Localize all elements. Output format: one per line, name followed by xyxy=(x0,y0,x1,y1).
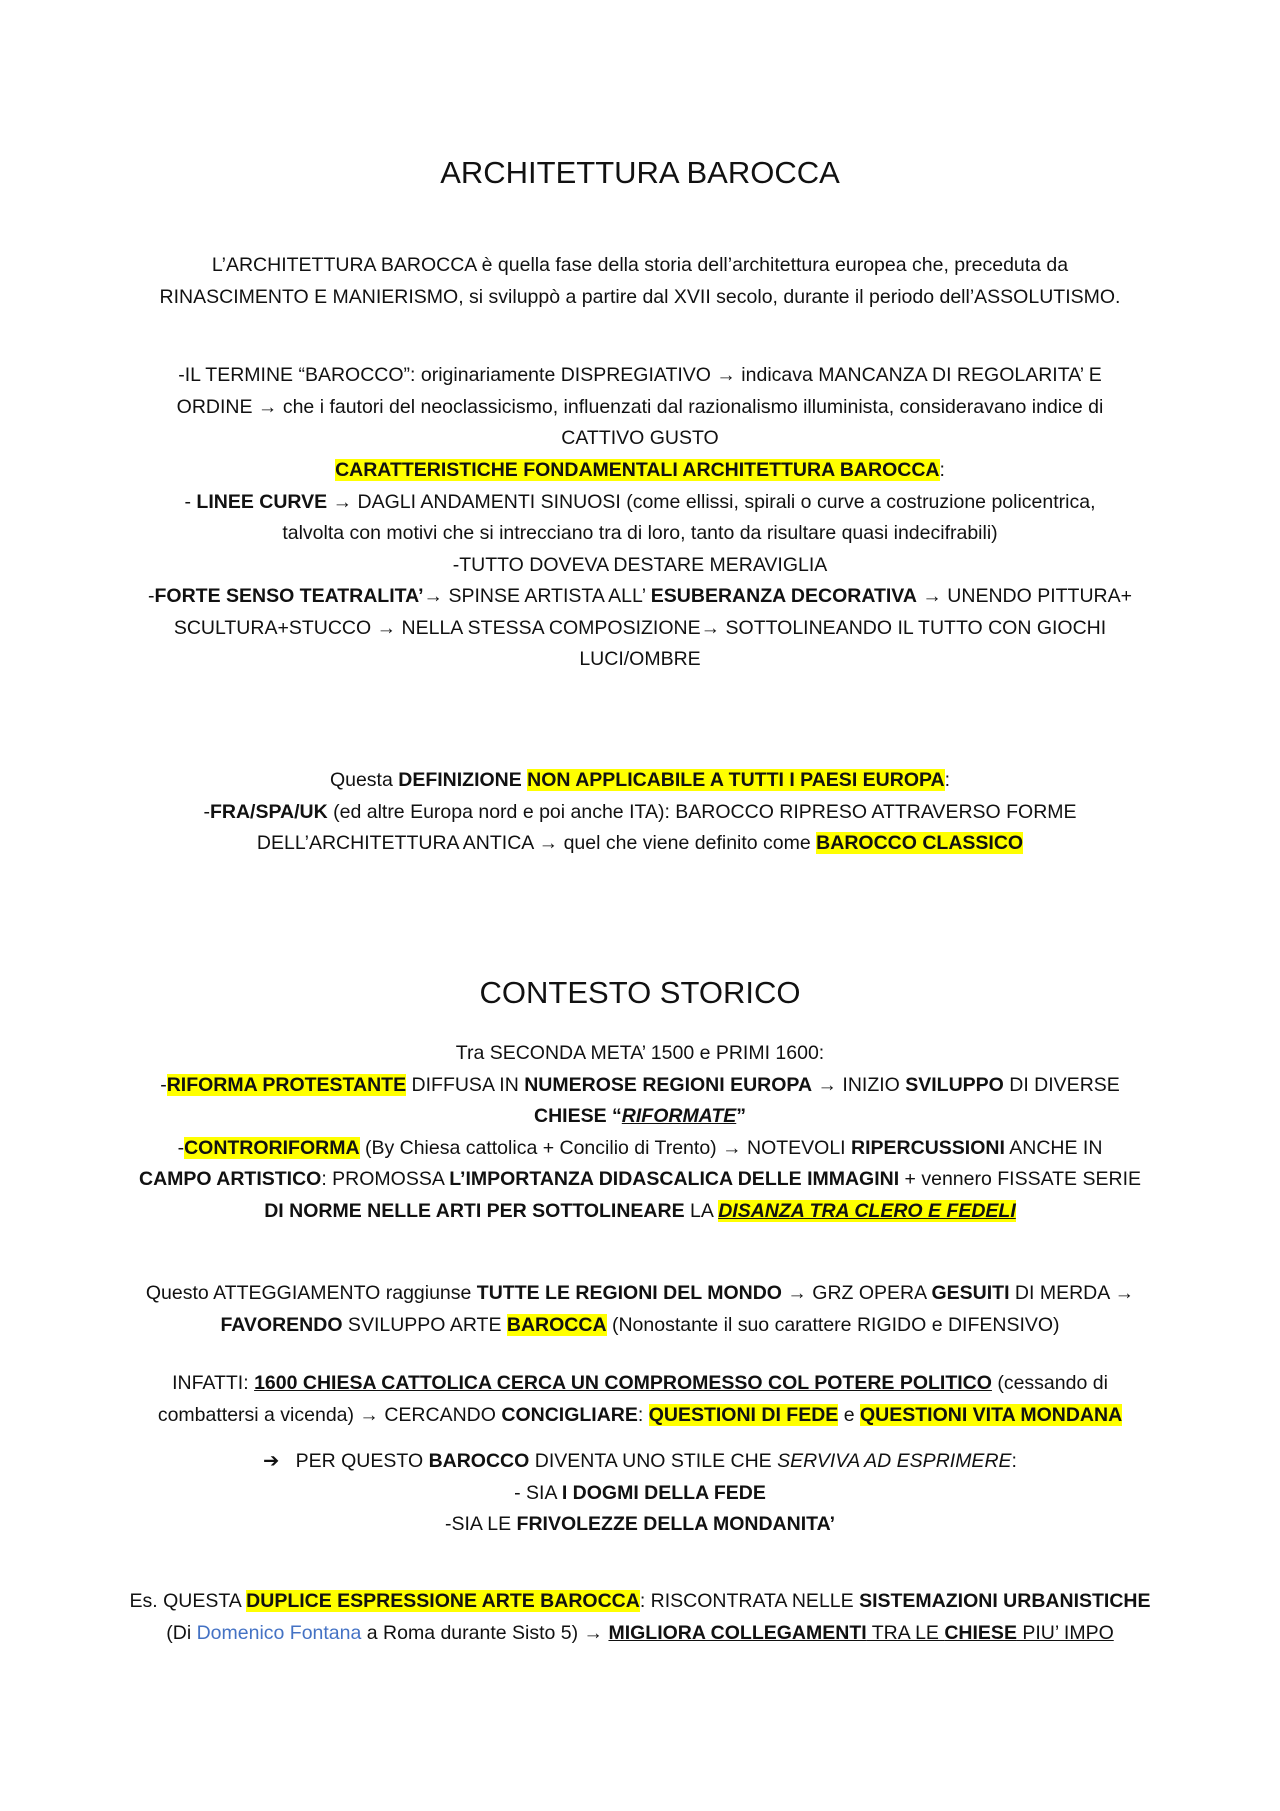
riforma-line xyxy=(110,1070,1170,1102)
gesuiti-bold: GESUITI xyxy=(931,1282,1010,1304)
riforma-text: DIFFUSA IN xyxy=(406,1073,525,1096)
esempio-paragraph xyxy=(110,1586,1170,1649)
intro-paragraph xyxy=(110,250,1170,313)
teatralita-line-2: SCULTURA+STUCCO → NELLA STESSA COMPOSIZIONE→ SOTTOLINEANDO IL TUTTO CON GIOCHI xyxy=(173,616,1107,639)
ripercussioni-bold: RIPERCUSSIONI xyxy=(851,1136,1005,1159)
teatralita-line-3: LUCI/OMBRE xyxy=(579,648,701,670)
dash: - xyxy=(160,1073,167,1096)
conciliare-bold: CONCIGLIARE xyxy=(501,1403,638,1426)
sistemazioni-bold: SISTEMAZIONI URBANISTICHE xyxy=(859,1590,1151,1612)
contesto-paragraph xyxy=(110,1038,1170,1227)
domenico-fontana-link[interactable]: Domenico Fontana xyxy=(196,1621,362,1644)
es-text: TRA LE xyxy=(866,1621,945,1644)
linee-curve-rest: → DAGLI ANDAMENTI SINUOSI (come ellissi, spirali o curve a costruzione policentrica, xyxy=(327,490,1096,513)
riforma-bold: NUMEROSE REGIONI EUROPA xyxy=(524,1073,813,1096)
atteggiamento-paragraph xyxy=(110,1278,1170,1341)
colon: : xyxy=(1011,1450,1017,1472)
controriforma-highlight: CONTRORIFORMA xyxy=(184,1136,360,1159)
per-questo-line xyxy=(110,1446,1170,1478)
atteggiamento-line-1 xyxy=(110,1278,1170,1310)
questioni-mondana-highlight: QUESTIONI VITA MONDANA xyxy=(860,1403,1123,1426)
meraviglia-line: -TUTTO DOVEVA DESTARE MERAVIGLIA xyxy=(452,553,828,576)
section-title-contesto: CONTESTO STORICO xyxy=(479,975,801,1010)
definizione-line-1 xyxy=(110,765,1170,797)
caratteristiche-paragraph xyxy=(110,455,1170,676)
caratteristiche-heading-text: CARATTERISTICHE FONDAMENTALI ARCHITETTURA BAROCCA xyxy=(335,459,940,481)
frivolezze-line xyxy=(110,1509,1170,1541)
definizione-line-3-pre: DELL’ARCHITETTURA ANTICA → quel che viene definito come xyxy=(256,832,817,854)
chiese-riformate-line xyxy=(110,1101,1170,1133)
campo-artistico-text: + vennero FISSATE SERIE xyxy=(899,1168,1142,1190)
per-questo-text: DIVENTA UNO STILE CHE xyxy=(529,1450,778,1472)
termine-line-2: ORDINE → che i fautori del neoclassicismo, influenzati dal razionalismo illuminista, consideravano indice di xyxy=(176,395,1104,418)
colon: : xyxy=(939,459,945,481)
questioni-fede-highlight: QUESTIONI DI FEDE xyxy=(648,1403,839,1426)
atteg-text: SVILUPPO ARTE xyxy=(342,1313,507,1336)
frivolezze-bold: FRIVOLEZZE DELLA MONDANITA’ xyxy=(516,1513,836,1535)
riformate-text: RIFORMATE xyxy=(621,1105,737,1127)
dash: - xyxy=(184,490,197,513)
atteg-text: (Nonostante il suo carattere RIGIDO e DIFENSIVO) xyxy=(606,1313,1060,1336)
per-questo-text: PER QUESTO xyxy=(279,1450,429,1472)
barocca-highlight: BAROCCA xyxy=(506,1313,607,1336)
es-text: : RISCONTRATA NELLE xyxy=(639,1590,860,1612)
esempio-line-1 xyxy=(110,1586,1170,1618)
controriforma-line xyxy=(110,1133,1170,1165)
dogmi-line xyxy=(110,1478,1170,1510)
es-text: (Di xyxy=(166,1621,197,1644)
chiese-text: CHIESE “ xyxy=(534,1105,622,1127)
definizione-line-2 xyxy=(110,797,1170,829)
termine-line-3: CATTIVO GUSTO xyxy=(561,427,719,449)
sia-le-text: -SIA LE xyxy=(444,1513,517,1535)
atteg-text: Questo ATTEGGIAMENTO raggiunse xyxy=(145,1282,477,1304)
definizione-line-3 xyxy=(110,828,1170,860)
definizione-highlight: NON APPLICABILE A TUTTI I PAESI EUROPA xyxy=(527,769,945,791)
riforma-highlight: RIFORMA PROTESTANTE xyxy=(166,1073,407,1096)
colon: : xyxy=(637,1403,649,1426)
teatralita-line xyxy=(110,581,1170,613)
dogmi-bold: I DOGMI DELLA FEDE xyxy=(561,1481,766,1504)
atteg-bold: TUTTE LE REGIONI DEL MONDO xyxy=(476,1282,782,1304)
infatti-line-1 xyxy=(110,1368,1170,1400)
dash: - xyxy=(177,1136,185,1159)
definizione-bold: DEFINIZIONE xyxy=(398,769,522,791)
termine-line-1: -IL TERMINE “BAROCCO”: originariamente DISPREGIATIVO → indicava MANCANZA DI REGOLARITA’ E xyxy=(178,364,1102,386)
chiese-bold: CHIESE xyxy=(944,1621,1017,1644)
atteg-text: → GRZ OPERA xyxy=(781,1282,932,1304)
teatralita-rest: → UNENDO PITTURA+ xyxy=(916,585,1132,607)
definizione-line-2-rest: (ed altre Europa nord e poi anche ITA): BAROCCO RIPRESO ATTRAVERSO FORME xyxy=(327,800,1077,823)
disanza-highlight: DISANZA TRA CLERO E FEDELI xyxy=(718,1199,1016,1222)
linee-curve-line-2: talvolta con motivi che si intrecciano tra di loro, tanto da risultare quasi indecifrabili) xyxy=(282,522,998,544)
infatti-text: combattersi a vicenda) → CERCANDO xyxy=(157,1403,502,1426)
riforma-text: DI DIVERSE xyxy=(1003,1073,1120,1096)
definizione-pre: Questa xyxy=(329,769,399,791)
colon: : xyxy=(944,769,951,791)
infatti-paragraph xyxy=(110,1368,1170,1431)
linee-curve-line xyxy=(110,487,1170,519)
sviluppo-bold: SVILUPPO xyxy=(905,1073,1004,1096)
campo-artistico-line xyxy=(110,1164,1170,1196)
termine-paragraph xyxy=(110,360,1170,455)
migliora-bold: MIGLIORA COLLEGAMENTI xyxy=(608,1621,867,1644)
compromesso-bold: 1600 CHIESA CATTOLICA CERCA UN COMPROMESSO COL POTERE POLITICO xyxy=(254,1372,992,1394)
dash: - xyxy=(148,585,155,607)
favorendo-bold: FAVORENDO xyxy=(220,1313,343,1336)
infatti-text: (cessando di xyxy=(991,1372,1108,1394)
importanza-bold: L’IMPORTANZA DIDASCALICA DELLE IMMAGINI xyxy=(449,1168,900,1190)
teatralita-bold: FORTE SENSO TEATRALITA’ xyxy=(154,585,424,607)
intro-line-2: RINASCIMENTO E MANIERISMO, si sviluppò a partire dal XVII secolo, durante il periodo dell’ASSOLUTISMO. xyxy=(159,285,1121,308)
es-text: a Roma durante Sisto 5) → xyxy=(361,1621,609,1644)
quote: ” xyxy=(736,1105,746,1127)
controriforma-text: ANCHE IN xyxy=(1004,1136,1103,1159)
esuberanza-bold: ESUBERANZA DECORATIVA xyxy=(650,585,917,607)
page-title: ARCHITETTURA BAROCCA xyxy=(440,155,840,190)
es-text: PIU’ IMPO xyxy=(1016,1621,1114,1644)
teatralita-mid: → SPINSE ARTISTA ALL’ xyxy=(423,585,651,607)
dash: - xyxy=(203,800,210,823)
infatti-text: INFATTI: xyxy=(172,1372,255,1394)
riforma-text: → INIZIO xyxy=(812,1073,906,1096)
norme-line xyxy=(110,1196,1170,1228)
caratteristiche-heading xyxy=(110,455,1170,487)
arrow-right-icon: ➔ xyxy=(263,1450,280,1472)
atteg-text: DI MERDA → xyxy=(1009,1282,1135,1304)
norme-bold: DI NORME NELLE ARTI PER SOTTOLINEARE xyxy=(264,1199,685,1222)
duplice-highlight: DUPLICE ESPRESSIONE ARTE BAROCCA xyxy=(246,1590,640,1612)
campo-artistico-bold: CAMPO ARTISTICO xyxy=(138,1168,322,1190)
contesto-intro-line: Tra SECONDA META’ 1500 e PRIMI 1600: xyxy=(455,1042,825,1064)
linee-curve-bold: LINEE CURVE xyxy=(196,490,328,513)
per-questo-paragraph xyxy=(110,1446,1170,1541)
atteggiamento-line-2 xyxy=(110,1310,1170,1342)
serviva-italic: SERVIVA AD ESPRIMERE xyxy=(777,1450,1012,1472)
barocco-classico-highlight: BAROCCO CLASSICO xyxy=(816,832,1024,854)
controriforma-text: (By Chiesa cattolica + Concilio di Trento) → NOTEVOLI xyxy=(359,1136,852,1159)
barocco-bold: BAROCCO xyxy=(428,1450,530,1472)
fra-spa-uk-bold: FRA/SPA/UK xyxy=(209,800,328,823)
norme-text: LA xyxy=(684,1199,719,1222)
es-text: Es. QUESTA xyxy=(129,1590,247,1612)
definizione-paragraph xyxy=(110,765,1170,860)
esempio-line-2 xyxy=(110,1618,1170,1650)
campo-artistico-text: : PROMOSSA xyxy=(321,1168,450,1190)
intro-line-1: L’ARCHITETTURA BAROCCA è quella fase della storia dell’architettura europea che, preceduta da xyxy=(211,254,1069,276)
conjunction: e xyxy=(838,1403,860,1426)
infatti-line-2 xyxy=(110,1400,1170,1432)
sia-text: - SIA xyxy=(514,1481,562,1504)
